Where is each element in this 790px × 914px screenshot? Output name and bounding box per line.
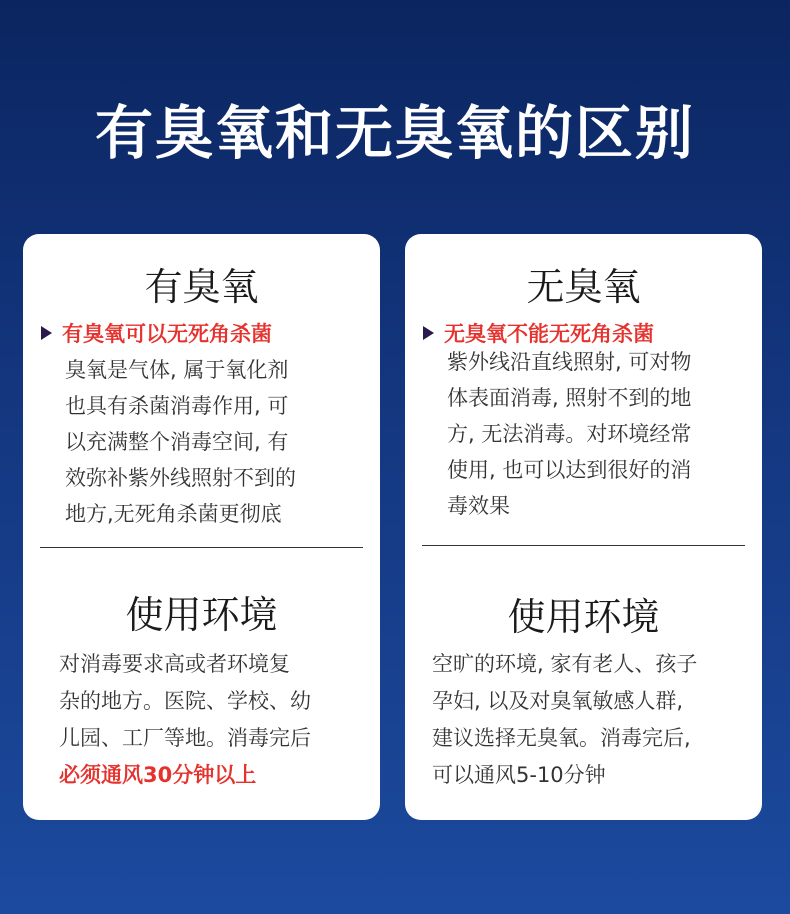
triangle-bullet-icon xyxy=(423,326,434,340)
environment-line: 孕妇, 以及对臭氧敏感人群, xyxy=(432,689,684,713)
description xyxy=(447,344,737,524)
environment-highlight: 必须通风30分钟以上 xyxy=(59,763,257,787)
description-line: 以充满整个消毒空间, 有 xyxy=(65,430,289,454)
description-line: 紫外线沿直线照射, 可对物 xyxy=(447,350,692,374)
environment-line: 对消毒要求高或者环境复 xyxy=(59,652,290,676)
divider xyxy=(40,547,363,548)
description xyxy=(65,352,355,532)
description-line: 方, 无法消毒。对环境经常 xyxy=(447,422,692,446)
environment-line: 空旷的环境, 家有老人、孩子 xyxy=(432,652,698,676)
page-title: 有臭氧和无臭氧的区别 xyxy=(94,99,695,167)
card-title: 无臭氧 xyxy=(526,265,641,309)
description-line: 效弥补紫外线照射不到的 xyxy=(65,466,296,490)
description-line: 也具有杀菌消毒作用, 可 xyxy=(65,394,289,418)
environment-line: 杂的地方。医院、学校、幼 xyxy=(59,689,311,713)
divider xyxy=(422,545,745,546)
environment-line: 建议选择无臭氧。消毒完后, xyxy=(432,726,691,750)
triangle-bullet-icon xyxy=(41,326,52,340)
description-line: 臭氧是气体, 属于氧化剂 xyxy=(65,358,289,382)
environment-title: 使用环境 xyxy=(125,593,278,637)
headline-text: 有臭氧可以无死角杀菌 xyxy=(62,322,272,346)
environment-title: 使用环境 xyxy=(507,595,660,639)
description-line: 毒效果 xyxy=(447,494,510,518)
headline xyxy=(41,318,272,348)
ozone-card xyxy=(23,234,380,820)
environment-text xyxy=(432,646,752,794)
no-ozone-card xyxy=(405,234,762,820)
description-line: 使用, 也可以达到很好的消 xyxy=(447,458,692,482)
card-title: 有臭氧 xyxy=(144,265,259,309)
environment-line: 可以通风5-10分钟 xyxy=(432,763,606,787)
environment-line: 儿园、工厂等地。消毒完后 xyxy=(59,726,311,750)
description-line: 体表面消毒, 照射不到的地 xyxy=(447,386,692,410)
environment-text xyxy=(59,646,359,794)
headline-text: 无臭氧不能无死角杀菌 xyxy=(444,322,654,346)
description-line: 地方,无死角杀菌更彻底 xyxy=(65,502,282,526)
